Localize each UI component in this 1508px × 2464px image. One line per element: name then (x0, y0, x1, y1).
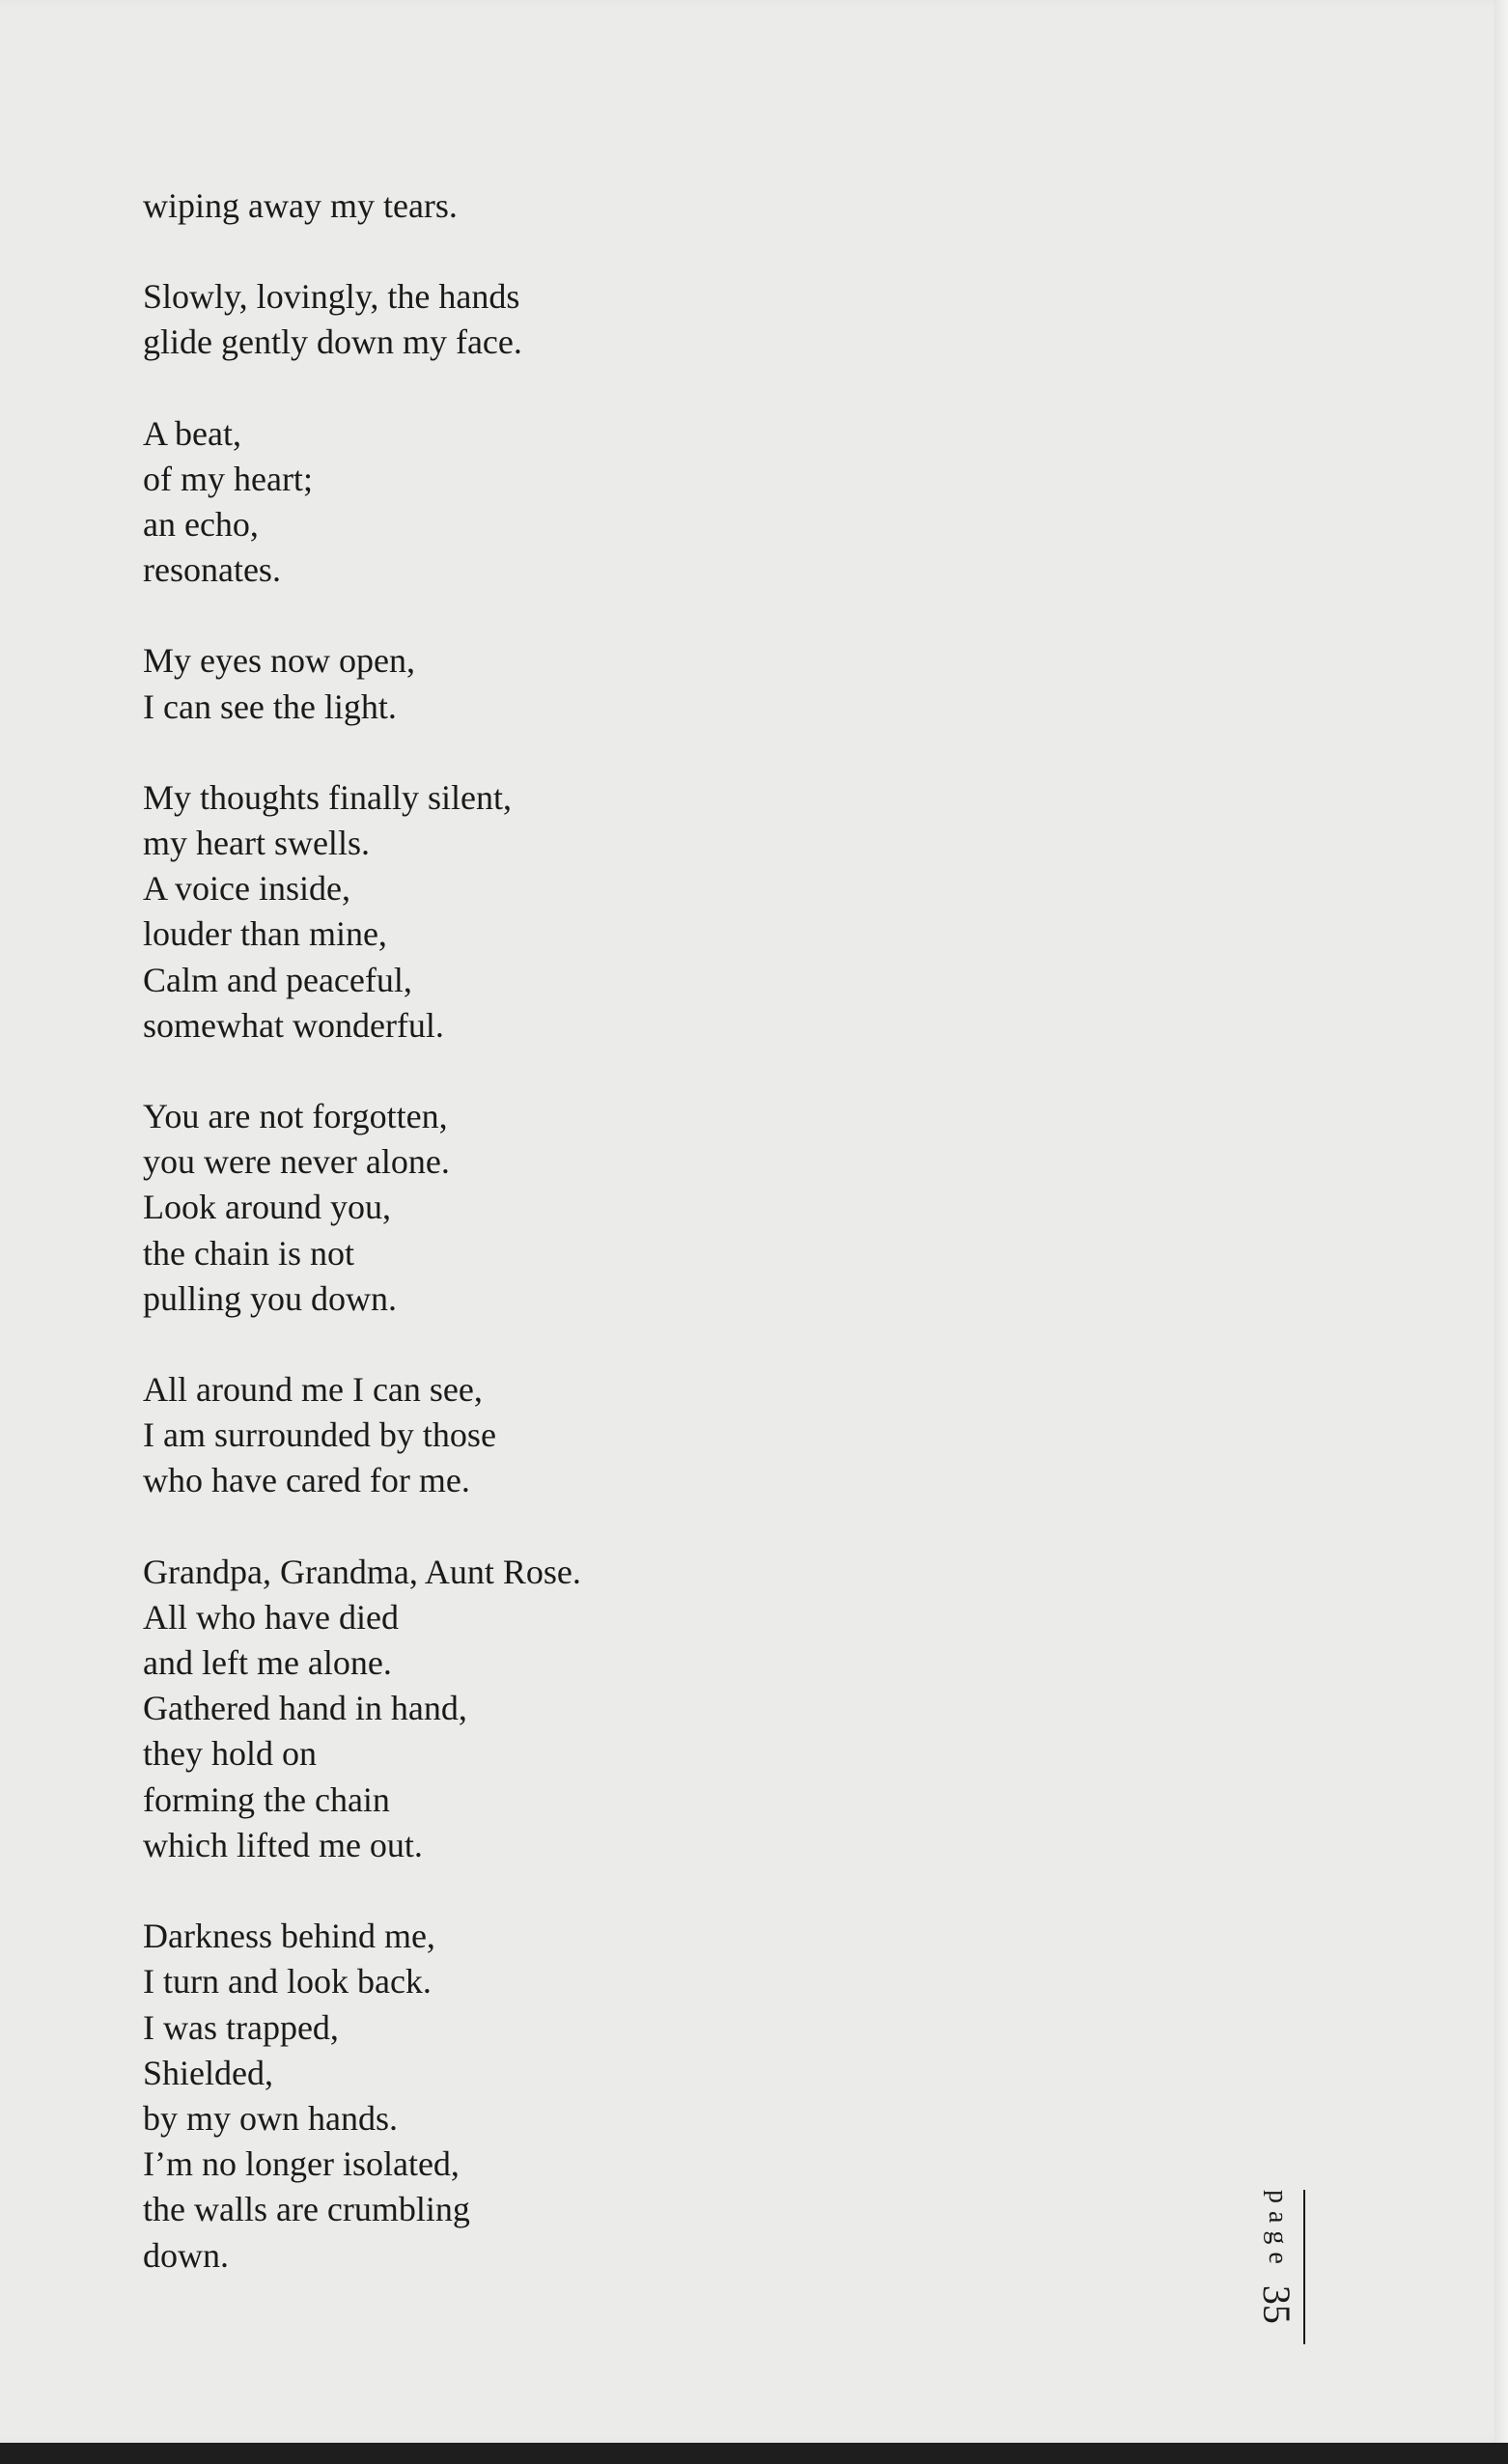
poem-line: forming the chain (143, 1779, 390, 1819)
poem-line: of my heart; (143, 459, 313, 498)
poem-line: I’m no longer isolated, (143, 2144, 460, 2184)
poem-line: All around me I can see, (143, 1370, 483, 1410)
poem-stanza (143, 274, 1108, 365)
page-label: page (1263, 2190, 1293, 2272)
poem-stanza (143, 1914, 1108, 2279)
poem-stanza (143, 1367, 1108, 1504)
poem-line: you were never alone. (143, 1142, 450, 1182)
poem-stanza (143, 638, 1108, 729)
poem-line: A beat, (143, 413, 241, 453)
poem-line: down. (143, 2235, 229, 2275)
poem-line: who have cared for me. (143, 1461, 470, 1500)
poem-line: Calm and peaceful, (143, 960, 412, 999)
poem-line: I am surrounded by those (143, 1415, 496, 1455)
poem-line: I turn and look back. (143, 1962, 432, 2002)
poem-line: My thoughts finally silent, (143, 777, 512, 817)
poem-line: louder than mine, (143, 914, 387, 954)
poem-line: and left me alone. (143, 1643, 392, 1683)
page-number-block (1251, 2190, 1303, 2344)
poem-line: wiping away my tears. (143, 186, 458, 225)
poem-stanza (143, 775, 1108, 1049)
poem-line: Look around you, (143, 1188, 391, 1227)
poem-stanza (143, 1094, 1108, 1322)
poem-line: by my own hands. (143, 2098, 398, 2138)
poem-line: resonates. (143, 550, 281, 590)
poem-line: they hold on (143, 1734, 317, 1774)
poem-line: somewhat wonderful. (143, 1005, 444, 1045)
poem-line: an echo, (143, 505, 259, 545)
page-number-footer (1251, 2190, 1305, 2344)
poem-line: which lifted me out. (143, 1825, 423, 1864)
poem-line: Darkness behind me, (143, 1917, 435, 1956)
scan-bottom-edge (0, 2443, 1508, 2464)
poem-stanza (143, 411, 1108, 594)
poem-line: Grandpa, Grandma, Aunt Rose. (143, 1552, 581, 1591)
poem-line: Slowly, lovingly, the hands (143, 277, 520, 317)
poem-line: A voice inside, (143, 869, 350, 909)
poem-line: My eyes now open, (143, 641, 415, 681)
page-number: 35 (1255, 2284, 1299, 2324)
poem-line: I was trapped, (143, 2007, 339, 2047)
poem-stanza (143, 1550, 1108, 1868)
poem-line: the chain is not (143, 1233, 354, 1273)
poem-stanza (143, 183, 1108, 229)
poem-line: All who have died (143, 1597, 399, 1637)
poem-line: I can see the light. (143, 686, 397, 726)
poem-body (143, 183, 1108, 2324)
poem-line: glide gently down my face. (143, 322, 522, 362)
poem-line: pulling you down. (143, 1278, 398, 1318)
poem-line: Gathered hand in hand, (143, 1689, 467, 1728)
poem-line: the walls are crumbling (143, 2190, 470, 2229)
page-edge-shadow (1494, 0, 1508, 2443)
poem-line: You are not forgotten, (143, 1097, 448, 1136)
poem-line: Shielded, (143, 2053, 273, 2092)
poem-line: my heart swells. (143, 824, 370, 863)
